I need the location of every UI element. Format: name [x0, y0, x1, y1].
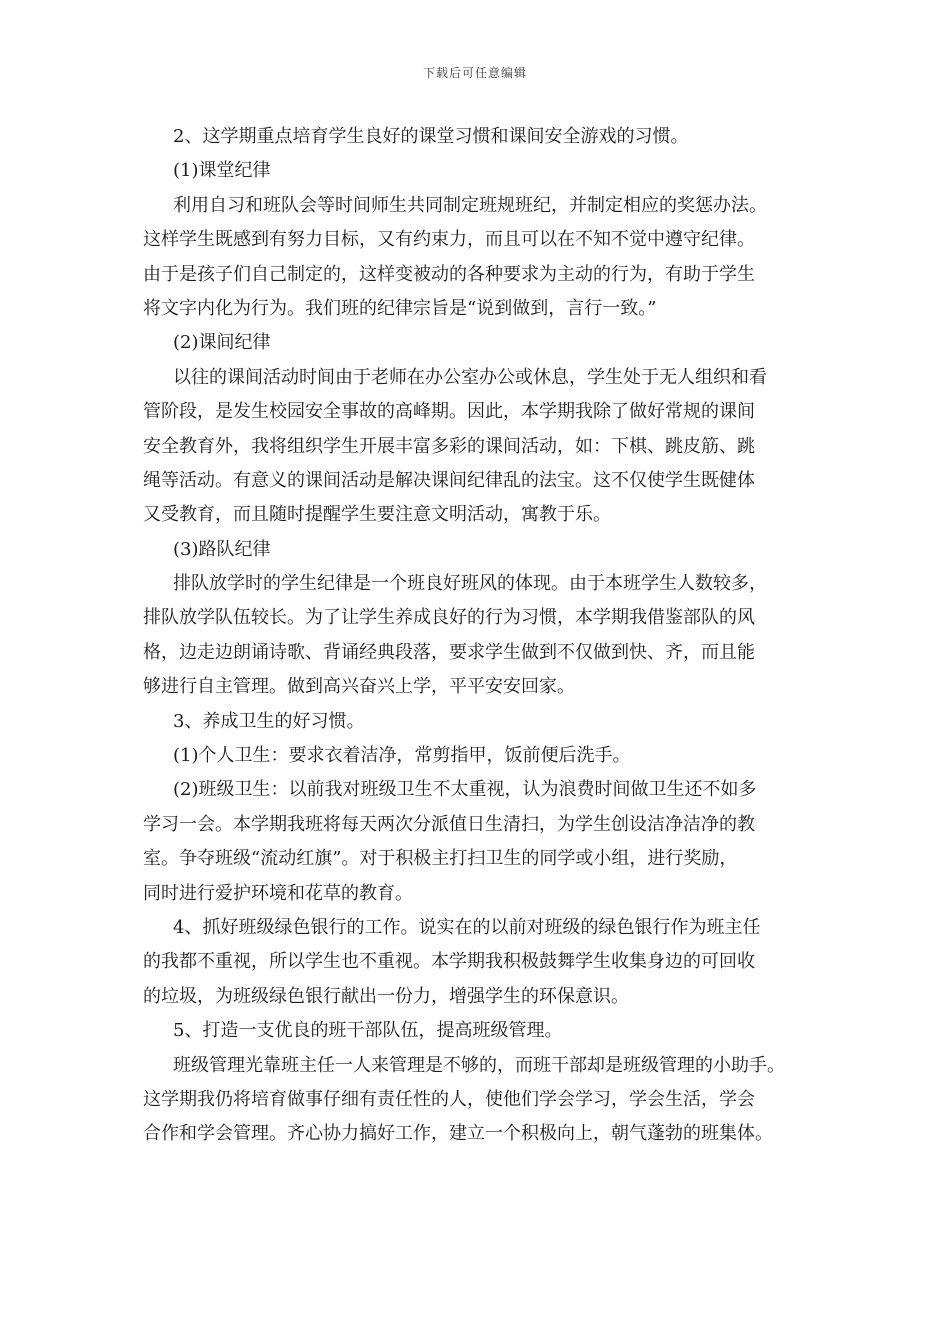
text-line: 4、抓好班级绿色银行的工作。说实在的以前对班级的绿色银行作为班主任	[173, 916, 761, 938]
text-line: 室。争夺班级“流动红旗”。对于积极主打扫卫生的同学或小组，进行奖励，	[143, 848, 738, 870]
text-line: 的垃圾，为班级绿色银行献出一份力，增强学生的环保意识。	[143, 985, 629, 1007]
text-line: 排队放学时的学生纪律是一个班良好班风的体现。由于本班学生人数较多，	[173, 573, 767, 595]
text-line: 将文字内化为行为。我们班的纪律宗旨是“说到做到，言行一致。”	[143, 297, 657, 319]
text-line: 5、打造一支优良的班干部队伍，提高班级管理。	[173, 1020, 563, 1042]
text-line: 2、这学期重点培育学生良好的课堂习惯和课间安全游戏的习惯。	[173, 126, 689, 147]
text-line: 这学期我仍将培育做事仔细有责任性的人，使他们学会学习，学会生活，学会	[143, 1088, 755, 1110]
text-line: 学习一会。本学期我班将每天两次分派值日生清扫，为学生创设洁净洁净的教	[143, 813, 755, 835]
text-line: 够进行自主管理。做到高兴奋兴上学，平平安安回家。	[143, 676, 575, 698]
text-line: 排队放学队伍较长。为了让学生养成良好的行为习惯，本学期我借鉴部队的风	[143, 607, 755, 629]
text-line: 绳等活动。有意义的课间活动是解决课间纪律乱的法宝。这不仅使学生既健体	[143, 469, 755, 491]
text-line: 同时进行爱护环境和花草的教育。	[143, 882, 413, 904]
text-line: 利用自习和班队会等时间师生共同制定班规班纪，并制定相应的奖惩办法。	[173, 194, 767, 216]
text-line: 班级管理光靠班主任一人来管理是不够的，而班干部却是班级管理的小助手。	[173, 1054, 785, 1076]
text-line: (2)班级卫生：以前我对班级卫生不太重视，认为浪费时间做卫生还不如多	[173, 779, 757, 801]
text-line: (1)个人卫生：要求衣着洁净，常剪指甲，饭前便后洗手。	[173, 745, 631, 767]
text-line: (2)课间纪律	[173, 332, 271, 354]
text-line: 格，边走边朗诵诗歌、背诵经典段落，要求学生做到不仅做到快、齐，而且能	[143, 641, 755, 663]
text-line: 由于是孩子们自己制定的，这样变被动的各种要求为主动的行为，有助于学生	[143, 263, 755, 285]
text-line: 以往的课间活动时间由于老师在办公室办公或休息，学生处于无人组织和看	[173, 366, 767, 388]
page-header: 下载后可任意编辑	[422, 66, 527, 80]
text-line: 又受教育，而且随时提醒学生要注意文明活动，寓教于乐。	[143, 504, 611, 526]
text-line: 合作和学会管理。齐心协力搞好工作，建立一个积极向上，朝气蓬勃的班集体。	[143, 1123, 773, 1145]
text-line: 管阶段，是发生校园安全事故的高峰期。因此，本学期我除了做好常规的课间	[143, 401, 755, 423]
document-body	[143, 120, 823, 1152]
text-line: 安全教育外，我将组织学生开展丰富多彩的课间活动，如：下棋、跳皮筋、跳	[143, 435, 755, 457]
text-line: 这样学生既感到有努力目标，又有约束力，而且可以在不知不觉中遵守纪律。	[143, 229, 755, 251]
text-line: 的我都不重视，所以学生也不重视。本学期我积极鼓舞学生收集身边的可回收	[143, 951, 755, 973]
text-line: (3)路队纪律	[173, 538, 271, 560]
text-line: (1)课堂纪律	[173, 160, 271, 182]
text-line: 3、养成卫生的好习惯。	[173, 710, 365, 732]
